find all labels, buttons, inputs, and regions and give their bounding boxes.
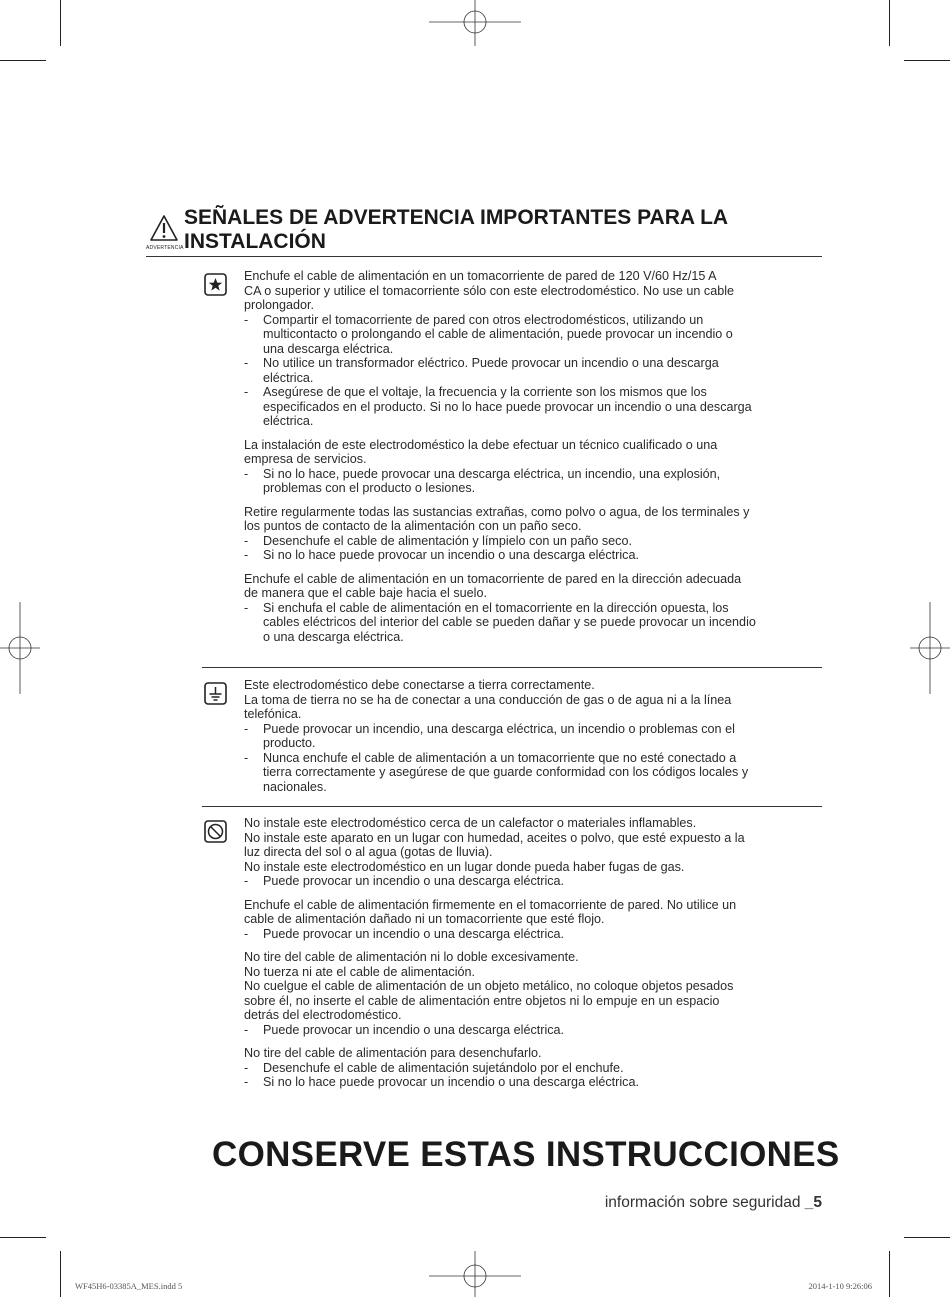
text-line: Si no lo hace, puede provocar una descarga eléctrica, un incendio, una explosión, bbox=[263, 466, 721, 481]
bullet-item: - Desenchufe el cable de alimentación sujetándolo por el enchufe. bbox=[244, 1060, 624, 1075]
text-line: Si enchufa el cable de alimentación en el tomacorriente en la dirección opuesta, los bbox=[263, 600, 729, 615]
crop-mark bbox=[889, 1251, 890, 1297]
paragraph bbox=[244, 1046, 822, 1090]
text-line: Si no lo hace puede provocar un incendio o una descarga eléctrica. bbox=[263, 1075, 639, 1089]
text-line: No cuelgue el cable de alimentación de un objeto metálico, no coloque objetos pesados bbox=[244, 979, 734, 993]
text-line: No utilice un transformador eléctrico. Puede provocar un incendio o una descarga bbox=[263, 356, 719, 370]
crop-mark bbox=[904, 60, 950, 61]
text-line: Puede provocar un incendio o una descarga eléctrica. bbox=[263, 874, 565, 888]
paragraph bbox=[244, 950, 822, 1037]
text-line: empresa de servicios. bbox=[244, 452, 367, 466]
crop-mark bbox=[60, 1251, 61, 1297]
text-line: Compartir el tomacorriente de pared con otros electrodomésticos, utilizando un bbox=[263, 312, 704, 327]
section-heading bbox=[146, 206, 822, 257]
registration-mark-right bbox=[910, 602, 950, 694]
registration-mark-left bbox=[0, 602, 40, 694]
text-line: eléctrica. bbox=[263, 414, 314, 428]
crop-mark bbox=[60, 0, 61, 46]
text-line: problemas con el producto o lesiones. bbox=[263, 481, 476, 495]
bullet-item: - Puede provocar un incendio o una descarga eléctrica. bbox=[244, 1022, 565, 1037]
text-line: Enchufe el cable de alimentación en un tomacorriente de pared en la dirección adecuada bbox=[244, 571, 742, 586]
bullet-item: - Si no lo hace puede provocar un incendio o una descarga eléctrica. bbox=[244, 1075, 639, 1089]
section-divider bbox=[202, 667, 822, 668]
text-line: Puede provocar un incendio o una descarga eléctrica. bbox=[263, 1022, 565, 1037]
text-line: La toma de tierra no se ha de conectar a una conducción de gas o de agua ni a la línea bbox=[244, 692, 732, 707]
registration-mark-top bbox=[425, 0, 525, 46]
section-grounding bbox=[202, 678, 822, 803]
crop-mark bbox=[0, 1237, 46, 1238]
text-line: Enchufe el cable de alimentación en un tomacorriente de pared de 120 V/60 Hz/15 A bbox=[244, 269, 717, 283]
crop-mark bbox=[889, 0, 890, 46]
text-line: nacionales. bbox=[263, 779, 327, 794]
bullet-item: - Puede provocar un incendio o una descarga eléctrica. bbox=[244, 926, 565, 941]
text-line: No tire del cable de alimentación ni lo doble excesivamente. bbox=[244, 950, 579, 964]
text-line: No instale este electrodoméstico en un lugar donde pueda haber fugas de gas. bbox=[244, 859, 685, 874]
text-line: No instale este electrodoméstico cerca de un calefactor o materiales inflamables. bbox=[244, 816, 697, 830]
closing-heading: CONSERVE ESTAS INSTRUCCIONES bbox=[212, 1135, 840, 1174]
print-slug-right: 2014-1-10 9:26:06 bbox=[808, 1281, 872, 1291]
text-line: especificados en el producto. Si no lo hace puede provocar un incendio o una descarga bbox=[263, 399, 752, 414]
crop-mark bbox=[904, 1237, 950, 1238]
paragraph bbox=[244, 898, 822, 942]
section-body bbox=[244, 816, 822, 1090]
text-line: sobre él, no inserte el cable de alimentación entre objetos ni lo empuje en un espacio bbox=[244, 993, 720, 1008]
text-line: No instale este aparato en un lugar con humedad, aceites o polvo, que esté expuesto a la bbox=[244, 830, 745, 845]
text-line: Desenchufe el cable de alimentación sujetándolo por el enchufe. bbox=[263, 1060, 624, 1075]
text-line: Si no lo hace puede provocar un incendio o una descarga eléctrica. bbox=[263, 548, 639, 562]
text-line: No tire del cable de alimentación para desenchufarlo. bbox=[244, 1046, 542, 1060]
text-line: CA o superior y utilice el tomacorriente sólo con este electrodoméstico. No use un cable bbox=[244, 283, 735, 298]
bullet-item: - Compartir el tomacorriente de pared con otros electrodomésticos, utilizando un multicontacto o prolongando el cable de alimentación, puede provocar un incendio o una descarga eléctrica. bbox=[244, 312, 733, 356]
warning-badge bbox=[146, 214, 182, 251]
text-line: Desenchufe el cable de alimentación y límpielo con un paño seco. bbox=[263, 533, 632, 548]
section-body bbox=[244, 678, 822, 794]
title-line: SEÑALES DE ADVERTENCIA IMPORTANTES PARA LA bbox=[184, 206, 729, 229]
prohibited-icon bbox=[202, 818, 230, 846]
page-title bbox=[184, 206, 822, 254]
bullet-item: - Si enchufa el cable de alimentación en el tomacorriente en la dirección opuesta, los cables eléctricos del interior del cable se pueden dañar y se puede provocar un incendio o una descarga eléctrica. bbox=[244, 600, 756, 644]
text-line: o una descarga eléctrica. bbox=[263, 629, 404, 644]
text-line: Enchufe el cable de alimentación firmemente en el tomacorriente de pared. No utilice un bbox=[244, 897, 737, 912]
bullet-item: - Nunca enchufe el cable de alimentación a un tomacorriente que no esté conectado a tierra correctamente y asegúrese de que guarde conformidad con los códigos locales y nacionales. bbox=[244, 750, 749, 794]
text-line: cables eléctricos del interior del cable se pueden dañar y se puede provocar un incendio bbox=[263, 615, 756, 629]
text-line: cable de alimentación dañado ni un tomacorriente que esté flojo. bbox=[244, 912, 605, 926]
text-line: La instalación de este electrodoméstico la debe efectuar un técnico cualificado o una bbox=[244, 437, 718, 452]
star-in-square-icon bbox=[202, 271, 230, 299]
text-line: los puntos de contacto de la alimentación con un paño seco. bbox=[244, 519, 582, 533]
text-line: eléctrica. bbox=[263, 370, 314, 385]
text-line: tierra correctamente y asegúrese de que guarde conformidad con los códigos locales y bbox=[263, 765, 749, 779]
ground-symbol-icon bbox=[202, 680, 230, 708]
section-power-connection bbox=[202, 269, 822, 653]
text-line: Puede provocar un incendio, una descarga eléctrica, un incendio o problemas con el bbox=[263, 721, 735, 736]
text-line: multicontacto o prolongando el cable de alimentación, puede provocar un incendio o bbox=[263, 327, 733, 341]
text-line: producto. bbox=[263, 736, 316, 750]
paragraph bbox=[244, 505, 822, 563]
text-line: luz directa del sol o al agua (gotas de lluvia). bbox=[244, 845, 493, 859]
crop-mark bbox=[0, 60, 46, 61]
text-line: una descarga eléctrica. bbox=[263, 341, 394, 356]
page-number: _5 bbox=[804, 1194, 822, 1211]
text-line: prolongador. bbox=[244, 298, 315, 312]
section-body bbox=[244, 269, 822, 644]
footer-section-label: información sobre seguridad bbox=[604, 1194, 805, 1211]
print-slug-left: WF45H6-03385A_MES.indd 5 bbox=[75, 1281, 183, 1291]
section-installation-location bbox=[202, 816, 822, 1099]
paragraph bbox=[244, 269, 822, 429]
title-line: INSTALACIÓN bbox=[184, 230, 326, 253]
bullet-item: - Puede provocar un incendio, una descarga eléctrica, un incendio o problemas con el producto. bbox=[244, 721, 735, 750]
section-divider bbox=[202, 806, 822, 807]
bullet-item: - No utilice un transformador eléctrico. Puede provocar un incendio o una descarga eléctrica. bbox=[244, 356, 719, 385]
text-line: Asegúrese de que el voltaje, la frecuencia y la corriente son los mismos que los bbox=[263, 385, 707, 399]
paragraph bbox=[244, 438, 822, 496]
text-line: telefónica. bbox=[244, 707, 302, 721]
text-line: de manera que el cable baje hacia el suelo. bbox=[244, 586, 487, 600]
bullet-item: - Puede provocar un incendio o una descarga eléctrica. bbox=[244, 874, 565, 888]
text-line: detrás del electrodoméstico. bbox=[244, 1008, 402, 1022]
paragraph bbox=[244, 816, 822, 889]
page-footer bbox=[605, 1194, 822, 1212]
bullet-item: - Desenchufe el cable de alimentación y límpielo con un paño seco. bbox=[244, 533, 632, 548]
paragraph bbox=[244, 572, 822, 645]
text-line: No tuerza ni ate el cable de alimentación. bbox=[244, 964, 476, 979]
bullet-item: - Si no lo hace puede provocar un incendio o una descarga eléctrica. bbox=[244, 548, 639, 562]
text-line: Puede provocar un incendio o una descarga eléctrica. bbox=[263, 926, 565, 941]
warning-triangle-icon bbox=[149, 214, 179, 242]
registration-mark-bottom bbox=[425, 1251, 525, 1297]
warning-caption: ADVERTENCIA bbox=[146, 245, 184, 251]
bullet-item: - Si no lo hace, puede provocar una descarga eléctrica, un incendio, una explosión, problemas con el producto o lesiones. bbox=[244, 466, 721, 495]
paragraph bbox=[244, 678, 822, 794]
text-line: Retire regularmente todas las sustancias extrañas, como polvo o agua, de los terminales y bbox=[244, 504, 750, 519]
bullet-item: - Asegúrese de que el voltaje, la frecuencia y la corriente son los mismos que los especificados en el producto. Si no lo hace puede provocar un incendio o una descarga eléctrica. bbox=[244, 385, 752, 428]
text-line: Este electrodoméstico debe conectarse a tierra correctamente. bbox=[244, 678, 595, 692]
text-line: Nunca enchufe el cable de alimentación a un tomacorriente que no esté conectado a bbox=[263, 750, 737, 765]
